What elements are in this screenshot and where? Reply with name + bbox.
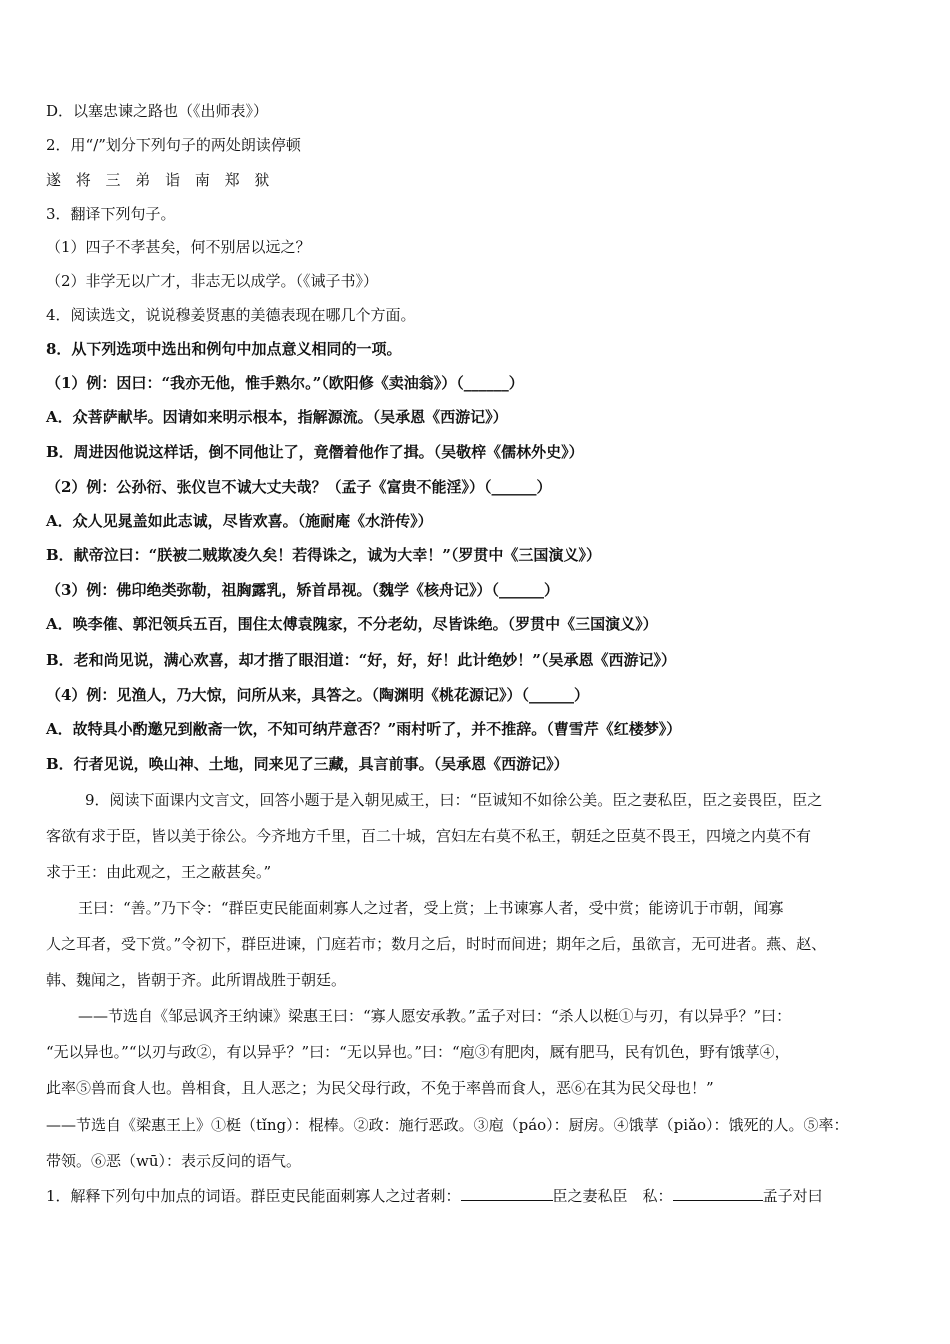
- question-8: 8．从下列选项中选出和例句中加点意义相同的一项。: [46, 340, 402, 358]
- footnotes-line-1: ——节选自《梁惠王上》①梃（tǐng）：棍棒。②政：施行恶政。③庖（páo）：厨房。④饿莩（piǎo）：饿死的人。⑤率：: [46, 1116, 849, 1134]
- sentence-to-divide: 遂 将 三 弟 诣 南 郑 狱: [46, 171, 275, 189]
- sub-question-1-text-c: 孟子对曰: [762, 1187, 823, 1205]
- answer-blank-ci[interactable]: [461, 1186, 553, 1201]
- example-2-option-a: A．众人见晁盖如此志诚，尽皆欢喜。（施耐庵《水浒传》）: [46, 512, 433, 530]
- sub-question-1-text-a: 1．解释下列句中加点的词语。群臣吏民能面刺寡人之过者刺：: [46, 1187, 461, 1205]
- example-1-option-b: B．周进因他说这样话，倒不同他让了，竟僭着他作了揖。（吴敬梓《儒林外史》）: [46, 443, 584, 461]
- passage-1-line-3: 求于王：由此观之，王之蔽甚矣。”: [46, 863, 272, 881]
- example-1: （1）例：因曰：“我亦无他，惟手熟尔。”（欧阳修《卖油翁》）（______）: [46, 374, 524, 392]
- question-4: 4．阅读选文，说说穆姜贤惠的美德表现在哪几个方面。: [46, 306, 416, 324]
- passage-2-line-3: 此率⑤兽而食人也。兽相食，且人恶之；为民父母行政，不免于率兽而食人，恶⑥在其为民父母也！”: [46, 1079, 714, 1097]
- example-3-option-a: A．唤李傕、郭汜领兵五百，围住太傅袁隗家，不分老幼，尽皆诛绝。（罗贯中《三国演义》）: [46, 615, 658, 633]
- example-4-option-a: A．故特具小酌邀兄到敝斋一饮，不知可纳芹意否？”雨村听了，并不推辞。（曹雪芹《红楼梦》）: [46, 720, 682, 738]
- example-4-option-b: B．行者见说，唤山神、土地，同来见了三藏，具言前事。（吴承恩《西游记》）: [46, 755, 569, 773]
- example-2-option-b: B．献帝泣曰：“朕被二贼欺凌久矣！若得诛之，诚为大幸！”（罗贯中《三国演义》）: [46, 546, 601, 564]
- passage-2-line-2: “无以异也。”“以刃与政②，有以异乎？”曰：“无以异也。”曰：“庖③有肥肉，厩有肥马，民有饥色，野有饿莩④，: [46, 1043, 790, 1061]
- example-3-option-b: B．老和尚见说，满心欢喜，却才揩了眼泪道：“好，好，好！此计绝妙！”（吴承恩《西游记》）: [46, 651, 676, 669]
- passage-1-line-2: 客欲有求于臣，皆以美于徐公。今齐地方千里，百二十城，宫妇左右莫不私王，朝廷之臣莫不畏王，四境之内莫不有: [46, 827, 812, 845]
- answer-blank-si[interactable]: [673, 1186, 763, 1201]
- passage-1-line-1: 9．阅读下面课内文言文，回答小题于是入朝见威王，曰：“臣诚知不如徐公美。臣之妻私臣，臣之妾畏臣，臣之: [85, 791, 823, 809]
- footnotes-line-2: 带领。⑥恶（wū）：表示反问的语气。: [46, 1152, 302, 1170]
- passage-1-line-4: 王曰：“善。”乃下令：“群臣吏民能面刺寡人之过者，受上赏；上书谏寡人者，受中赏；能谤讥于市朝，闻寡: [78, 899, 784, 917]
- passage-2-line-1: ——节选自《邹忌讽齐王纳谏》梁惠王曰：“寡人愿安承教。”孟子对曰：“杀人以梃①与刃，有以异乎？”曰：: [78, 1007, 792, 1025]
- example-1-option-a: A．众菩萨献毕。因请如来明示根本，指解源流。（吴承恩《西游记》）: [46, 408, 508, 426]
- passage-1-line-5: 人之耳者，受下赏。”令初下，群臣进谏，门庭若市；数月之后，时时而间进；期年之后，虽欲言，无可进者。燕、赵、: [46, 935, 827, 953]
- sub-question-1: [46, 1186, 908, 1206]
- example-3: （3）例：佛印绝类弥勒，祖胸露乳，矫首昂视。（魏学《核舟记》）（______）: [46, 581, 559, 599]
- example-4: （4）例：见渔人，乃大惊，问所从来，具答之。（陶渊明《桃花源记》）（______）: [46, 686, 589, 704]
- sub-question-1-text-b: 臣之妻私臣 私：: [552, 1187, 673, 1205]
- question-2: 2．用“/”划分下列句子的两处朗读停顿: [46, 136, 301, 154]
- passage-1-line-6: 韩、魏闻之，皆朝于齐。此所谓战胜于朝廷。: [46, 971, 347, 989]
- translate-sentence-2: （2）非学无以广才，非志无以成学。（《诫子书》）: [46, 272, 379, 290]
- question-option-d: D．以塞忠谏之路也（《出师表》）: [46, 102, 269, 120]
- translate-sentence-1: （1）四子不孝甚矣，何不别居以远之？: [46, 238, 311, 256]
- question-3: 3．翻译下列句子。: [46, 205, 176, 223]
- example-2: （2）例：公孙衍、张仪岂不诚大丈夫哉？（孟子《富贵不能淫》）（______）: [46, 478, 552, 496]
